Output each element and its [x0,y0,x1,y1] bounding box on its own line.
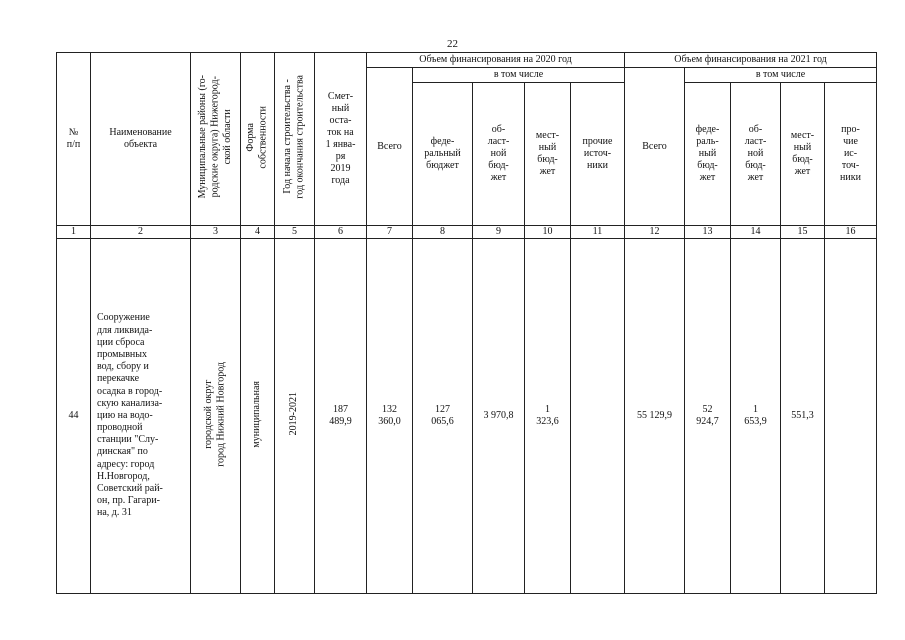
table-row [57,239,877,594]
header-district: Муниципальные районы (го- родские округа) Нижегород- ской области [191,53,241,226]
header-including-2020: в том числе [413,68,625,83]
column-number: 5 [275,226,315,239]
header-row-1 [57,53,877,68]
row-fed-2020: 127 065,6 [413,239,473,594]
row-years: 2019-2021 [275,239,315,594]
column-number: 3 [191,226,241,239]
column-number: 4 [241,226,275,239]
header-fin-2020: Объем финансирования на 2020 год [367,53,625,68]
header-remainder: Смет- ный оста- ток на 1 янва- ря 2019 года [315,53,367,226]
column-number: 1 [57,226,91,239]
column-number: 13 [685,226,731,239]
column-number: 10 [525,226,571,239]
header-total-2020: Всего [367,68,413,226]
header-reg-2020: об- ласт- ной бюд- жет [473,83,525,226]
page-number: 22 [447,38,458,50]
row-other-2021 [825,239,877,594]
row-total-2020: 132 360,0 [367,239,413,594]
column-number-row [57,226,877,239]
row-reg-2020: 3 970,8 [473,239,525,594]
row-reg-2021: 1 653,9 [731,239,781,594]
header-reg-2021: об- ласт- ной бюд- жет [731,83,781,226]
column-number: 9 [473,226,525,239]
header-other-2020: прочие источ- ники [571,83,625,226]
column-number: 6 [315,226,367,239]
header-ownership: Форма собственности [241,53,275,226]
row-district: городской округ город Нижний Новгород [191,239,241,594]
header-fed-2020: феде- ральный бюджет [413,83,473,226]
row-object-name: Сооружение для ликвида- ции сброса промывных вод, сбору и перекачке осадка в город- скую канализа- цию на водо- проводной станции "Слу- динская" по адресу: город Н.Новгород, Советский рай- он, пр. Гагари- на, д. 31 [91,239,191,594]
column-number: 7 [367,226,413,239]
row-loc-2020: 1 323,6 [525,239,571,594]
header-years: Год начала строительства - год окончания строительства [275,53,315,226]
header-name: Наименование объекта [91,53,191,226]
column-number: 12 [625,226,685,239]
column-number: 15 [781,226,825,239]
column-number: 16 [825,226,877,239]
header-fin-2021: Объем финансирования на 2021 год [625,53,877,68]
header-loc-2021: мест- ный бюд- жет [781,83,825,226]
row-ownership: муниципальная [241,239,275,594]
header-num: № п/п [57,53,91,226]
header-loc-2020: мест- ный бюд- жет [525,83,571,226]
row-remainder: 187 489,9 [315,239,367,594]
row-other-2020 [571,239,625,594]
row-loc-2021: 551,3 [781,239,825,594]
row-total-2021: 55 129,9 [625,239,685,594]
header-total-2021: Всего [625,68,685,226]
column-number: 11 [571,226,625,239]
column-number: 8 [413,226,473,239]
column-number: 2 [91,226,191,239]
column-number: 14 [731,226,781,239]
header-fed-2021: феде- раль- ный бюд- жет [685,83,731,226]
header-including-2021: в том числе [685,68,877,83]
row-fed-2021: 52 924,7 [685,239,731,594]
investment-table [56,52,877,594]
header-other-2021: про- чие ис- точ- ники [825,83,877,226]
row-num: 44 [57,239,91,594]
